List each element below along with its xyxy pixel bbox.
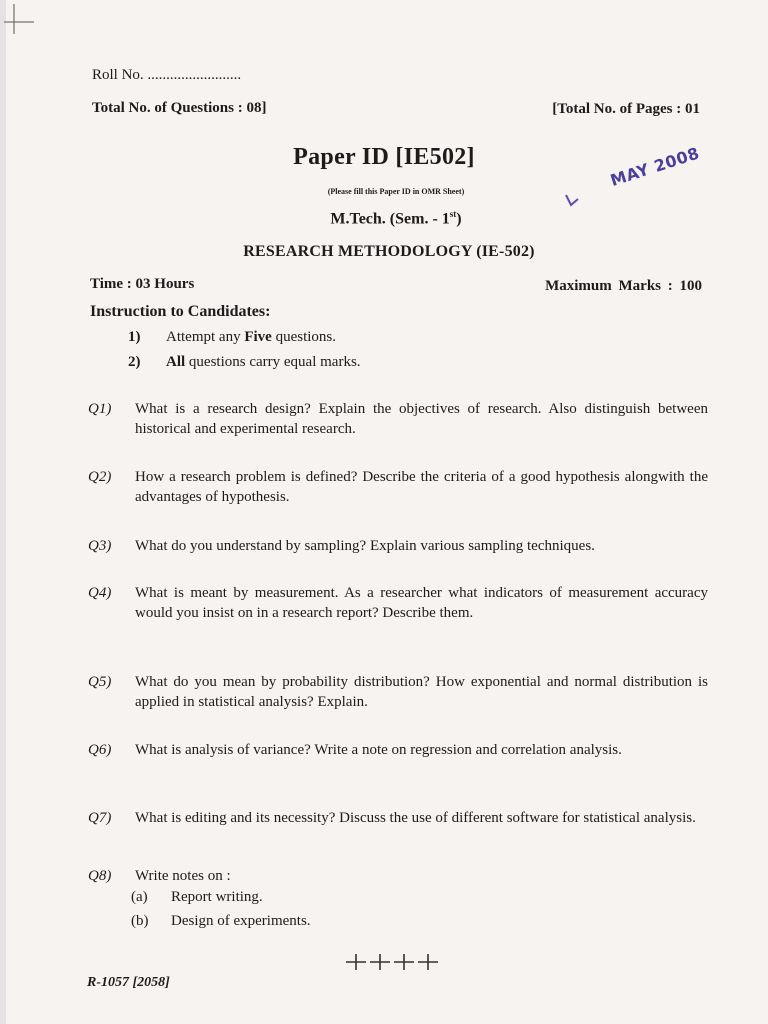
registration-mark-icon bbox=[4, 4, 34, 34]
question-number: Q5) bbox=[88, 674, 112, 690]
program-semester bbox=[0, 209, 768, 228]
omr-note: (Please fill this Paper ID in OMR Sheet) bbox=[327, 187, 465, 196]
question-number: Q6) bbox=[88, 742, 112, 758]
question-item bbox=[88, 399, 708, 439]
instruction-number: 2) bbox=[128, 354, 141, 370]
instruction-text: Attempt any bbox=[166, 329, 245, 345]
paper-id-title: Paper ID [IE502] bbox=[293, 144, 475, 170]
sub-question-label: (b) bbox=[131, 913, 149, 929]
question-item bbox=[88, 583, 708, 623]
instruction-emphasis: All bbox=[166, 354, 186, 370]
question-number: Q2) bbox=[88, 469, 112, 485]
roll-number-line: Roll No. ......................... bbox=[92, 67, 242, 83]
end-of-paper-crosses-icon bbox=[344, 950, 440, 974]
question-text: How a research problem is defined? Describe the criteria of a good hypothesis alongwith the advantages of hypothesis. bbox=[135, 469, 708, 505]
question-number: Q1) bbox=[88, 401, 112, 417]
question-text: What do you mean by probability distribution? How exponential and normal distribution is applied in statistical analysis? Explain. bbox=[135, 674, 708, 710]
instruction-text: questions. bbox=[271, 329, 336, 345]
question-text: What do you understand by sampling? Explain various sampling techniques. bbox=[135, 538, 595, 554]
question-text: Write notes on : bbox=[135, 868, 231, 884]
instruction-item bbox=[128, 329, 336, 346]
maximum-marks: Maximum Marks : 100 bbox=[545, 278, 702, 294]
total-pages: [Total No. of Pages : 01 bbox=[552, 101, 700, 117]
instruction-emphasis: Five bbox=[244, 329, 272, 345]
question-item bbox=[88, 866, 708, 886]
instruction-text: questions carry equal marks. bbox=[185, 354, 361, 370]
question-text: What is editing and its necessity? Discuss the use of different software for statistical analysis. bbox=[135, 810, 696, 826]
question-item bbox=[88, 467, 708, 507]
sub-question-text: Report writing. bbox=[171, 889, 263, 905]
question-number: Q8) bbox=[88, 868, 112, 884]
question-item bbox=[88, 808, 708, 828]
question-item bbox=[88, 672, 708, 712]
stamp-tick-icon bbox=[565, 193, 579, 207]
sub-question-text: Design of experiments. bbox=[171, 913, 311, 929]
instructions-title: Instruction to Candidates: bbox=[90, 303, 271, 320]
question-number: Q3) bbox=[88, 538, 112, 554]
paper-code-footer: R-1057 [2058] bbox=[87, 975, 170, 990]
program-superscript: st bbox=[449, 209, 457, 219]
question-text: What is meant by measurement. As a researcher what indicators of measurement accuracy would you insist on in a research report? Describe them. bbox=[135, 585, 708, 621]
program-text: M.Tech. (Sem. - 1 bbox=[330, 210, 450, 228]
question-number: Q4) bbox=[88, 585, 112, 601]
question-item bbox=[88, 536, 708, 556]
instruction-number: 1) bbox=[128, 329, 141, 345]
question-text: What is analysis of variance? Write a note on regression and correlation analysis. bbox=[135, 742, 622, 758]
question-number: Q7) bbox=[88, 810, 112, 826]
program-text-end: ) bbox=[456, 210, 462, 228]
sub-question-label: (a) bbox=[131, 889, 148, 905]
date-stamp: MAY 2008 bbox=[608, 143, 702, 191]
course-title: RESEARCH METHODOLOGY (IE-502) bbox=[243, 243, 535, 260]
question-text: What is a research design? Explain the objectives of research. Also distinguish between historical and experimental research. bbox=[135, 401, 708, 437]
instruction-item bbox=[128, 354, 361, 371]
sub-question-item bbox=[131, 913, 311, 930]
exam-time: Time : 03 Hours bbox=[90, 276, 195, 292]
total-questions: Total No. of Questions : 08] bbox=[92, 100, 267, 116]
question-item bbox=[88, 740, 708, 760]
sub-question-item bbox=[131, 889, 263, 906]
